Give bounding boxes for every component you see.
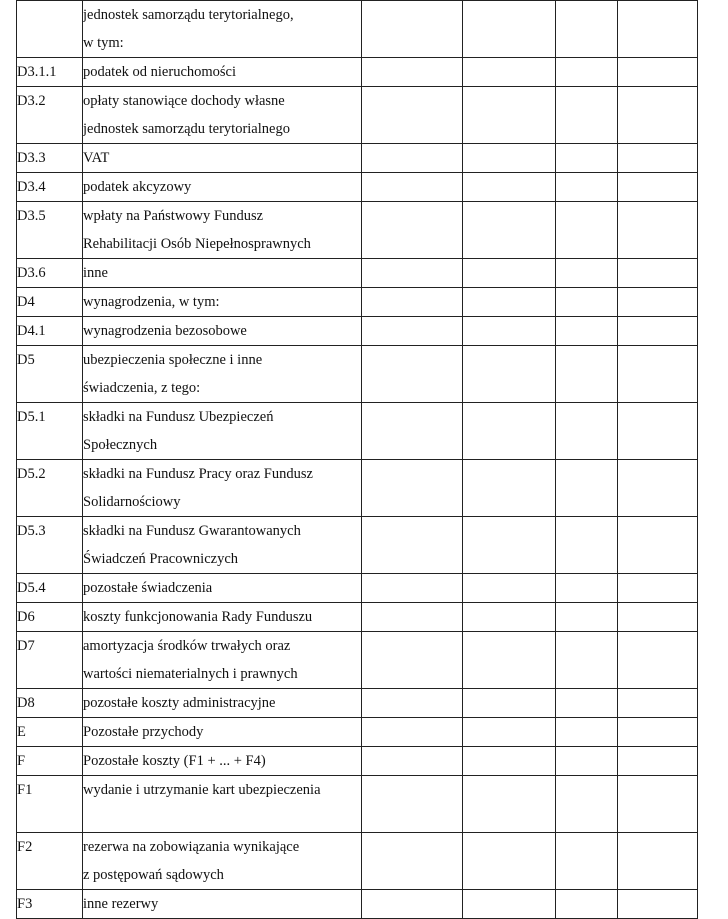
value-cell xyxy=(618,403,698,460)
value-cell xyxy=(362,747,463,776)
row-description xyxy=(83,689,362,718)
value-cell xyxy=(362,890,463,919)
table-row xyxy=(17,144,698,173)
value-cell xyxy=(463,833,556,890)
row-code: D5.2 xyxy=(17,460,83,517)
row-code: D5.3 xyxy=(17,517,83,574)
table-row xyxy=(17,403,698,460)
value-cell xyxy=(556,747,618,776)
value-cell xyxy=(463,603,556,632)
value-cell xyxy=(618,87,698,144)
description-line: składki na Fundusz Pracy oraz Fundusz xyxy=(83,466,313,482)
value-cell xyxy=(463,317,556,346)
description-line: ubezpieczenia społeczne i inne xyxy=(83,352,263,368)
row-description xyxy=(83,144,362,173)
description-line: jednostek samorządu terytorialnego, xyxy=(83,7,294,23)
value-cell xyxy=(463,346,556,403)
description-line: rezerwa na zobowiązania wynikające xyxy=(83,839,300,855)
value-cell xyxy=(556,718,618,747)
description-line: Świadczeń Pracowniczych xyxy=(83,551,239,567)
value-cell xyxy=(362,173,463,202)
table-row xyxy=(17,776,698,833)
table-row xyxy=(17,718,698,747)
value-cell xyxy=(463,689,556,718)
table-row xyxy=(17,460,698,517)
value-cell xyxy=(556,689,618,718)
value-cell xyxy=(463,403,556,460)
value-cell xyxy=(463,718,556,747)
value-cell xyxy=(618,259,698,288)
financial-table xyxy=(16,0,698,919)
row-code xyxy=(17,1,83,58)
table-row xyxy=(17,173,698,202)
value-cell xyxy=(618,632,698,689)
row-code: E xyxy=(17,718,83,747)
value-cell xyxy=(463,574,556,603)
value-cell xyxy=(463,890,556,919)
value-cell xyxy=(362,574,463,603)
row-description xyxy=(83,747,362,776)
row-description xyxy=(83,574,362,603)
table-row xyxy=(17,58,698,87)
description-line: podatek akcyzowy xyxy=(83,179,192,195)
value-cell xyxy=(618,173,698,202)
value-cell xyxy=(463,144,556,173)
value-cell xyxy=(362,632,463,689)
value-cell xyxy=(463,202,556,259)
value-cell xyxy=(556,87,618,144)
row-description xyxy=(83,632,362,689)
value-cell xyxy=(362,259,463,288)
value-cell xyxy=(556,632,618,689)
value-cell xyxy=(556,1,618,58)
value-cell xyxy=(362,288,463,317)
value-cell xyxy=(556,833,618,890)
value-cell xyxy=(362,202,463,259)
table-row xyxy=(17,574,698,603)
value-cell xyxy=(618,603,698,632)
row-description xyxy=(83,890,362,919)
value-cell xyxy=(362,317,463,346)
table-row xyxy=(17,833,698,890)
value-cell xyxy=(463,776,556,833)
description-line: Rehabilitacji Osób Niepełnosprawnych xyxy=(83,236,311,252)
value-cell xyxy=(463,747,556,776)
row-description xyxy=(83,173,362,202)
description-line: wynagrodzenia, w tym: xyxy=(83,294,220,310)
row-description xyxy=(83,1,362,58)
value-cell xyxy=(556,346,618,403)
value-cell xyxy=(556,460,618,517)
row-description xyxy=(83,346,362,403)
row-code: D3.3 xyxy=(17,144,83,173)
row-code: D7 xyxy=(17,632,83,689)
table-row xyxy=(17,259,698,288)
value-cell xyxy=(362,460,463,517)
value-cell xyxy=(618,890,698,919)
table-row xyxy=(17,1,698,58)
row-description xyxy=(83,603,362,632)
row-code: F2 xyxy=(17,833,83,890)
row-code: D5.1 xyxy=(17,403,83,460)
value-cell xyxy=(618,346,698,403)
value-cell xyxy=(362,346,463,403)
value-cell xyxy=(556,776,618,833)
value-cell xyxy=(618,144,698,173)
value-cell xyxy=(362,403,463,460)
value-cell xyxy=(463,460,556,517)
table-row xyxy=(17,632,698,689)
description-line: wynagrodzenia bezosobowe xyxy=(83,323,247,339)
row-description xyxy=(83,833,362,890)
table-row xyxy=(17,87,698,144)
description-line: pozostałe koszty administracyjne xyxy=(83,695,276,711)
value-cell xyxy=(556,403,618,460)
description-line: świadczenia, z tego: xyxy=(83,380,201,396)
description-line: wartości niematerialnych i prawnych xyxy=(83,666,298,682)
row-code: D5.4 xyxy=(17,574,83,603)
value-cell xyxy=(618,689,698,718)
value-cell xyxy=(618,718,698,747)
row-description xyxy=(83,317,362,346)
row-code: D4.1 xyxy=(17,317,83,346)
description-line: składki na Fundusz Gwarantowanych xyxy=(83,523,301,539)
row-code: D3.2 xyxy=(17,87,83,144)
row-code: F3 xyxy=(17,890,83,919)
value-cell xyxy=(463,1,556,58)
row-description xyxy=(83,259,362,288)
description-line: podatek od nieruchomości xyxy=(83,64,237,80)
table-row xyxy=(17,288,698,317)
row-code: D3.1.1 xyxy=(17,58,83,87)
description-line: pozostałe świadczenia xyxy=(83,580,213,596)
row-description xyxy=(83,776,362,833)
description-line: Społecznych xyxy=(83,437,158,453)
table-row xyxy=(17,517,698,574)
value-cell xyxy=(618,1,698,58)
table-row xyxy=(17,689,698,718)
row-code: D3.4 xyxy=(17,173,83,202)
table-row xyxy=(17,890,698,919)
row-code: D4 xyxy=(17,288,83,317)
description-line: VAT xyxy=(83,150,110,166)
value-cell xyxy=(556,259,618,288)
value-cell xyxy=(618,747,698,776)
value-cell xyxy=(362,144,463,173)
value-cell xyxy=(556,173,618,202)
description-line: inne xyxy=(83,265,108,281)
description-line: wpłaty na Państwowy Fundusz xyxy=(83,208,264,224)
value-cell xyxy=(362,517,463,574)
value-cell xyxy=(556,288,618,317)
description-line: koszty funkcjonowania Rady Funduszu xyxy=(83,609,313,625)
value-cell xyxy=(362,603,463,632)
value-cell xyxy=(618,833,698,890)
description-line: inne rezerwy xyxy=(83,896,159,912)
value-cell xyxy=(618,460,698,517)
value-cell xyxy=(463,58,556,87)
description-line: Pozostałe przychody xyxy=(83,724,204,740)
value-cell xyxy=(362,718,463,747)
value-cell xyxy=(463,87,556,144)
description-line: Pozostałe koszty (F1 + ... + F4) xyxy=(83,753,266,769)
value-cell xyxy=(556,603,618,632)
table-row xyxy=(17,747,698,776)
description-line: z postępowań sądowych xyxy=(83,867,224,883)
row-description xyxy=(83,403,362,460)
description-line: składki na Fundusz Ubezpieczeń xyxy=(83,409,274,425)
value-cell xyxy=(556,58,618,87)
row-description xyxy=(83,87,362,144)
description-line: amortyzacja środków trwałych oraz xyxy=(83,638,291,654)
value-cell xyxy=(556,317,618,346)
value-cell xyxy=(618,574,698,603)
value-cell xyxy=(618,58,698,87)
value-cell xyxy=(463,517,556,574)
value-cell xyxy=(362,58,463,87)
row-description xyxy=(83,517,362,574)
value-cell xyxy=(618,317,698,346)
value-cell xyxy=(362,87,463,144)
table-row xyxy=(17,202,698,259)
value-cell xyxy=(556,517,618,574)
description-line: opłaty stanowiące dochody własne xyxy=(83,93,285,109)
description-line: Solidarnościowy xyxy=(83,494,181,510)
description-line: w tym: xyxy=(83,35,124,51)
value-cell xyxy=(463,632,556,689)
value-cell xyxy=(463,259,556,288)
row-description xyxy=(83,202,362,259)
value-cell xyxy=(362,1,463,58)
value-cell xyxy=(556,574,618,603)
row-description xyxy=(83,288,362,317)
table-row xyxy=(17,346,698,403)
value-cell xyxy=(556,890,618,919)
row-code: F xyxy=(17,747,83,776)
table-row xyxy=(17,603,698,632)
value-cell xyxy=(463,173,556,202)
row-code: D3.5 xyxy=(17,202,83,259)
value-cell xyxy=(618,517,698,574)
row-code: F1 xyxy=(17,776,83,833)
description-line: jednostek samorządu terytorialnego xyxy=(83,121,290,137)
value-cell xyxy=(362,833,463,890)
value-cell xyxy=(556,202,618,259)
description-line: wydanie i utrzymanie kart ubezpieczenia xyxy=(83,782,321,798)
row-code: D3.6 xyxy=(17,259,83,288)
row-description xyxy=(83,718,362,747)
value-cell xyxy=(362,776,463,833)
value-cell xyxy=(618,202,698,259)
value-cell xyxy=(556,144,618,173)
row-description xyxy=(83,460,362,517)
value-cell xyxy=(362,689,463,718)
value-cell xyxy=(463,288,556,317)
value-cell xyxy=(618,288,698,317)
row-description xyxy=(83,58,362,87)
value-cell xyxy=(618,776,698,833)
table-body xyxy=(17,1,698,919)
row-code: D5 xyxy=(17,346,83,403)
table-row xyxy=(17,317,698,346)
row-code: D8 xyxy=(17,689,83,718)
row-code: D6 xyxy=(17,603,83,632)
